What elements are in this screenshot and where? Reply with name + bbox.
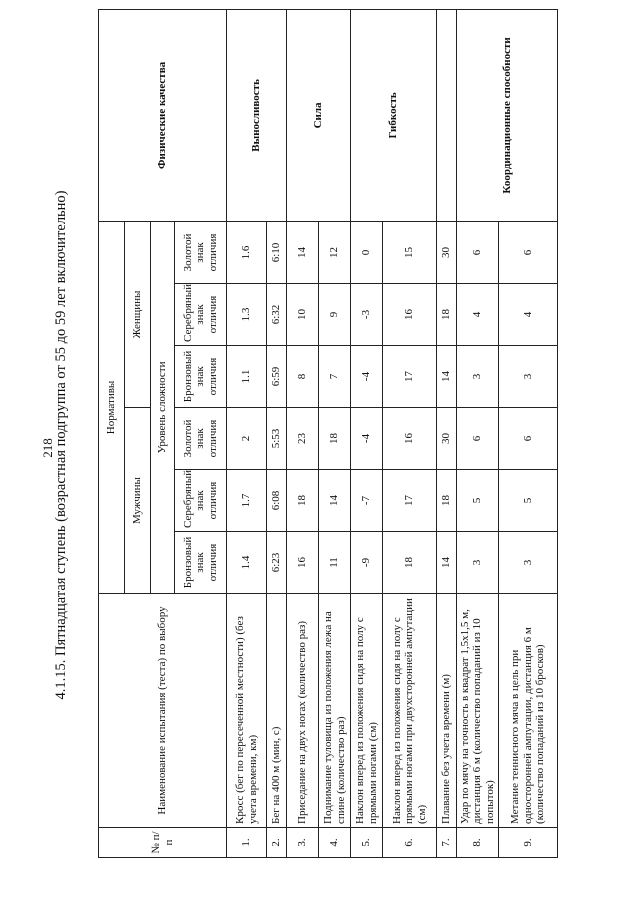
row-number: 4. [319,828,351,858]
value-men-bronze: 6:23 [267,532,287,594]
test-name: Наклон вперед из положения сидя на полу с прямыми ногами при двухсторонней ампутации (см) [383,594,437,828]
quality-empty-cell [437,9,457,221]
header-physical-qualities: Физические качества [99,9,227,221]
quality-strength: Сила [287,9,351,221]
section-caption: 4.1.15. Пятнадцатая ступень (возрастная подгруппа от 55 до 59 лет включительно) [53,190,69,700]
value-men-gold: 16 [383,408,437,470]
value-women-bronze: 1.1 [227,346,267,408]
value-women-gold: 6 [499,221,558,283]
test-name: Метание теннисного мяча в цель при односторонней ампутации, дистанция 6 м (количество попаданий из 10 бросков) [499,594,558,828]
value-men-gold: 5:53 [267,408,287,470]
value-men-bronze: 18 [383,532,437,594]
row-number: 2. [267,828,287,858]
value-men-gold: 18 [319,408,351,470]
value-women-bronze: 14 [437,346,457,408]
value-men-silver: 1.7 [227,470,267,532]
header-men: Мужчины [125,408,151,594]
header-women-bronze: Бронзовый знак отличия [175,346,227,408]
row-number: 8. [457,828,499,858]
value-men-bronze: 3 [457,532,499,594]
value-men-gold: 30 [437,408,457,470]
test-name: Приседание на двух ногах (количество раз) [287,594,319,828]
value-men-bronze: 11 [319,532,351,594]
row-number: 7. [437,828,457,858]
value-women-silver: 4 [499,284,558,346]
header-men-gold: Золотой знак отличия [175,408,227,470]
header-women: Женщины [125,221,151,407]
value-women-gold: 12 [319,221,351,283]
row-number: 6. [383,828,437,858]
table-row [457,9,499,857]
value-men-bronze: 14 [437,532,457,594]
value-men-silver: -7 [351,470,383,532]
header-test-name: Наименование испытания (теста) по выбору [99,594,227,828]
value-men-bronze: 1.4 [227,532,267,594]
page-number: 218 [40,438,55,458]
table-row [287,9,319,857]
value-men-silver: 6:08 [267,470,287,532]
header-difficulty: Уровень сложности [151,221,175,593]
table-row [227,9,267,857]
quality-coordination: Координационные способности [457,9,558,221]
table-row [437,9,457,857]
value-women-bronze: 17 [383,346,437,408]
value-men-gold: -4 [351,408,383,470]
value-women-silver: 6:32 [267,284,287,346]
header-men-silver: Серебряный знак отличия [175,470,227,532]
quality-endurance: Выносливость [227,9,287,221]
header-women-silver: Серебряный знак отличия [175,284,227,346]
test-name: Наклон вперед из положения сидя на полу с прямыми ногами (см) [351,594,383,828]
value-women-gold: 6:10 [267,221,287,283]
value-men-silver: 17 [383,470,437,532]
value-women-bronze: 3 [457,346,499,408]
value-women-bronze: 7 [319,346,351,408]
test-name: Удар по мячу на точность в квадрат 1,5х1,5 м, дистанция 6 м (количество попаданий из 10 попыток) [457,594,499,828]
value-men-gold: 23 [287,408,319,470]
value-women-bronze: 8 [287,346,319,408]
value-men-gold: 6 [457,408,499,470]
value-women-gold: 30 [437,221,457,283]
header-norms: Нормативы [99,221,125,593]
row-number: 3. [287,828,319,858]
value-men-silver: 14 [319,470,351,532]
value-men-gold: 6 [499,408,558,470]
row-number: 9. [499,828,558,858]
value-women-bronze: -4 [351,346,383,408]
value-women-silver: 4 [457,284,499,346]
value-women-silver: 9 [319,284,351,346]
value-women-silver: 10 [287,284,319,346]
header-women-gold: Золотой знак отличия [175,221,227,283]
value-women-silver: 18 [437,284,457,346]
test-name: Кросс (бег по пересеченной местности) (без учета времени, км) [227,594,267,828]
value-women-gold: 1.6 [227,221,267,283]
value-women-gold: 14 [287,221,319,283]
header-row-1 [99,9,125,857]
value-men-bronze: 3 [499,532,558,594]
quality-flexibility: Гибкость [351,9,437,221]
value-men-silver: 18 [437,470,457,532]
row-number: 5. [351,828,383,858]
value-men-silver: 5 [457,470,499,532]
value-women-silver: 1.3 [227,284,267,346]
value-women-silver: -3 [351,284,383,346]
value-women-bronze: 6:59 [267,346,287,408]
test-name: Поднимание туловища из положения лежа на спине (количество раз) [319,594,351,828]
row-number: 1. [227,828,267,858]
norms-table [98,9,558,858]
header-men-bronze: Бронзовый знак отличия [175,532,227,594]
table-row [351,9,383,857]
test-name: Плавание без учета времени (м) [437,594,457,828]
norms-table-wrapper [98,37,547,858]
value-men-bronze: 16 [287,532,319,594]
value-women-gold: 0 [351,221,383,283]
header-num: № п/п [99,828,227,858]
value-women-gold: 6 [457,221,499,283]
value-men-gold: 2 [227,408,267,470]
value-women-silver: 16 [383,284,437,346]
value-men-bronze: -9 [351,532,383,594]
test-name: Бег на 400 м (мин, с) [267,594,287,828]
value-women-bronze: 3 [499,346,558,408]
value-men-silver: 18 [287,470,319,532]
value-men-silver: 5 [499,470,558,532]
value-women-gold: 15 [383,221,437,283]
